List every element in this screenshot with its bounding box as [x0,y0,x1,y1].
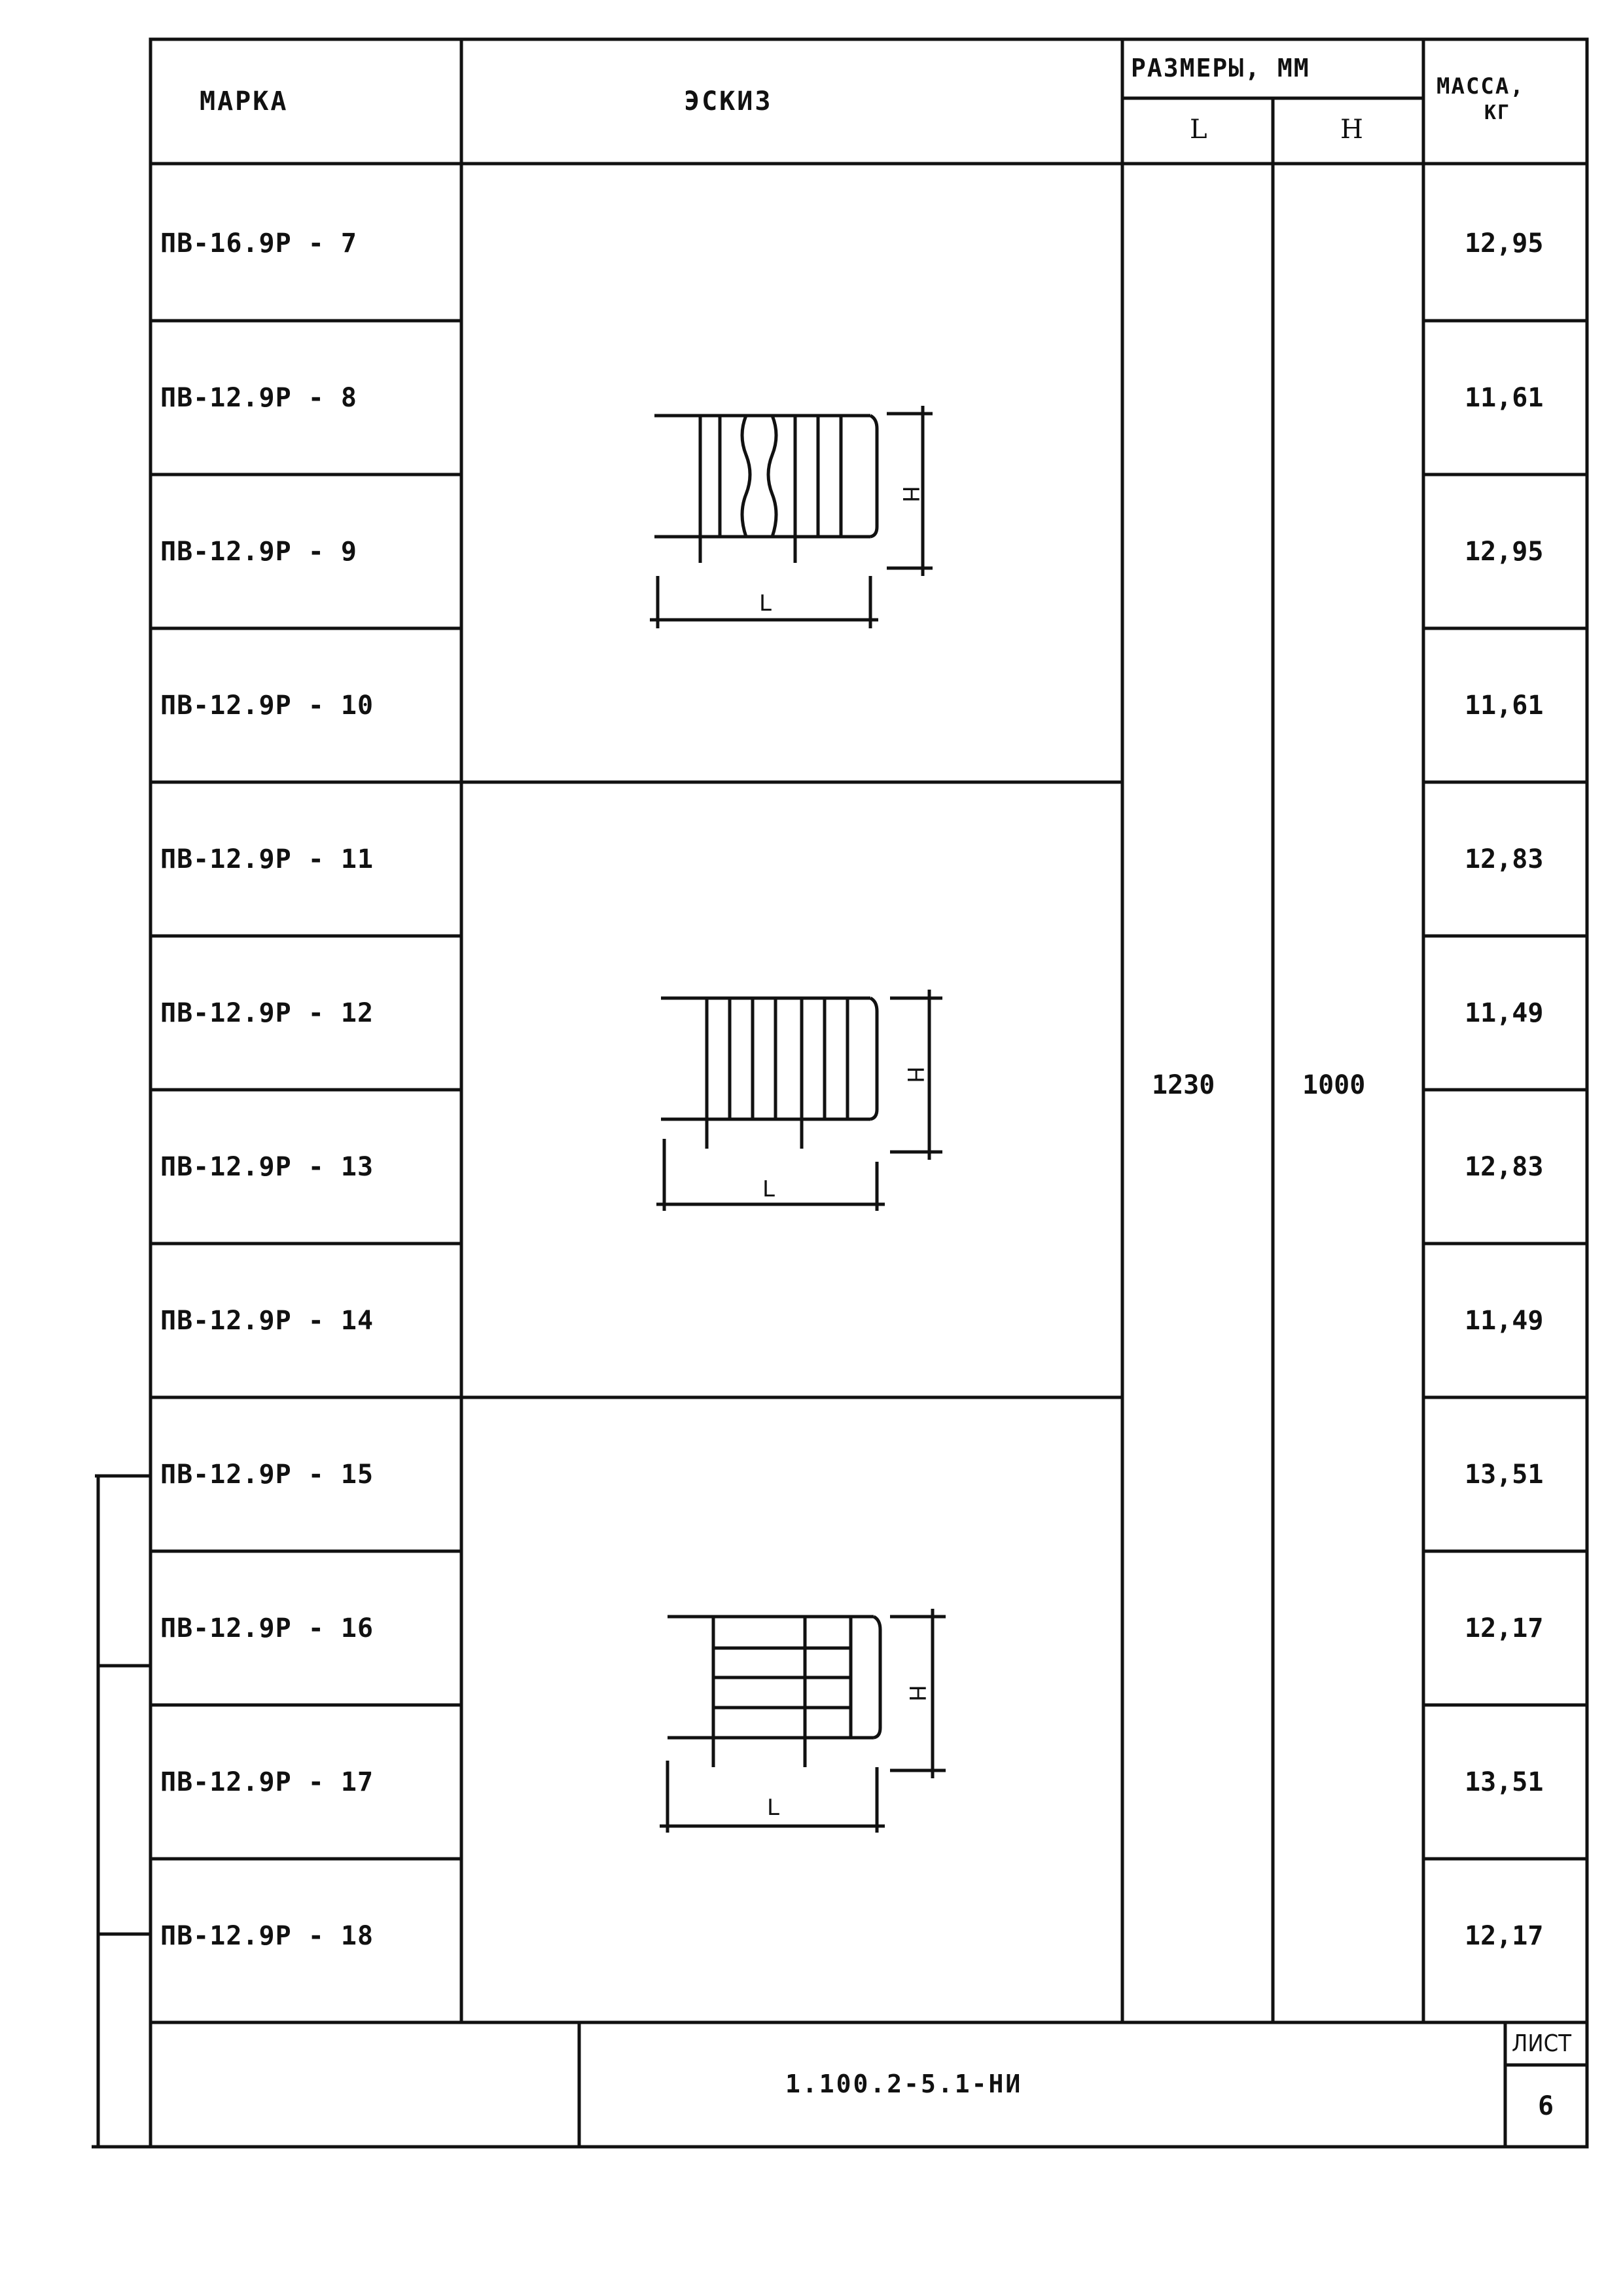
sketch1-h-label: H [897,486,923,503]
row-mass: 11,49 [1465,1306,1544,1336]
document-code: 1.100.2-5.1-НИ [785,2070,1023,2098]
dimension-h-value: 1000 [1302,1070,1366,1100]
header-col-h: H [1340,115,1365,145]
header-massa: МАССА, [1436,73,1525,99]
row-mass: 12,83 [1465,844,1544,874]
row-mass: 12,95 [1465,537,1544,567]
row-mark: ПВ-12.9Р - 16 [160,1613,374,1643]
row-mass: 12,17 [1465,1921,1544,1951]
row-mark: ПВ-12.9Р - 12 [160,998,374,1028]
row-mark: ПВ-12.9Р - 9 [160,537,357,567]
row-mass: 11,61 [1465,383,1544,413]
row-mass: 13,51 [1465,1767,1544,1797]
sketch2-l-label: L [762,1176,775,1202]
sketch3-l-label: L [767,1795,779,1821]
row-mark: ПВ-12.9Р - 11 [160,844,374,874]
row-mark: ПВ-16.9Р - 7 [160,228,357,259]
row-mark: ПВ-12.9Р - 10 [160,691,374,721]
row-mark: ПВ-12.9Р - 17 [160,1767,374,1797]
row-mark: ПВ-12.9Р - 18 [160,1921,374,1951]
header-marka: МАРКА [200,86,289,117]
header-massa-unit: КГ [1484,101,1511,124]
row-mark: ПВ-12.9Р - 13 [160,1152,374,1182]
row-mass: 12,17 [1465,1613,1544,1643]
sheet-label: ЛИСТ [1512,2030,1571,2057]
row-mass: 13,51 [1465,1460,1544,1490]
dimension-l-value: 1230 [1152,1070,1215,1100]
header-col-l: L [1190,115,1209,145]
header-eskiz: ЭСКИЗ [684,86,773,117]
sketch1-l-label: L [759,590,772,617]
header-razmery: РАЗМЕРЫ, ММ [1131,54,1310,82]
row-mass: 11,49 [1465,998,1544,1028]
row-mass: 12,83 [1465,1152,1544,1182]
row-mark: ПВ-12.9Р - 8 [160,383,357,413]
row-mass: 11,61 [1465,691,1544,721]
row-mass: 12,95 [1465,228,1544,259]
row-mark: ПВ-12.9Р - 14 [160,1306,374,1336]
sketch2-h-label: H [901,1066,928,1083]
sketch3-h-label: H [903,1685,930,1702]
sheet-number: 6 [1538,2091,1554,2121]
row-mark: ПВ-12.9Р - 15 [160,1460,374,1490]
